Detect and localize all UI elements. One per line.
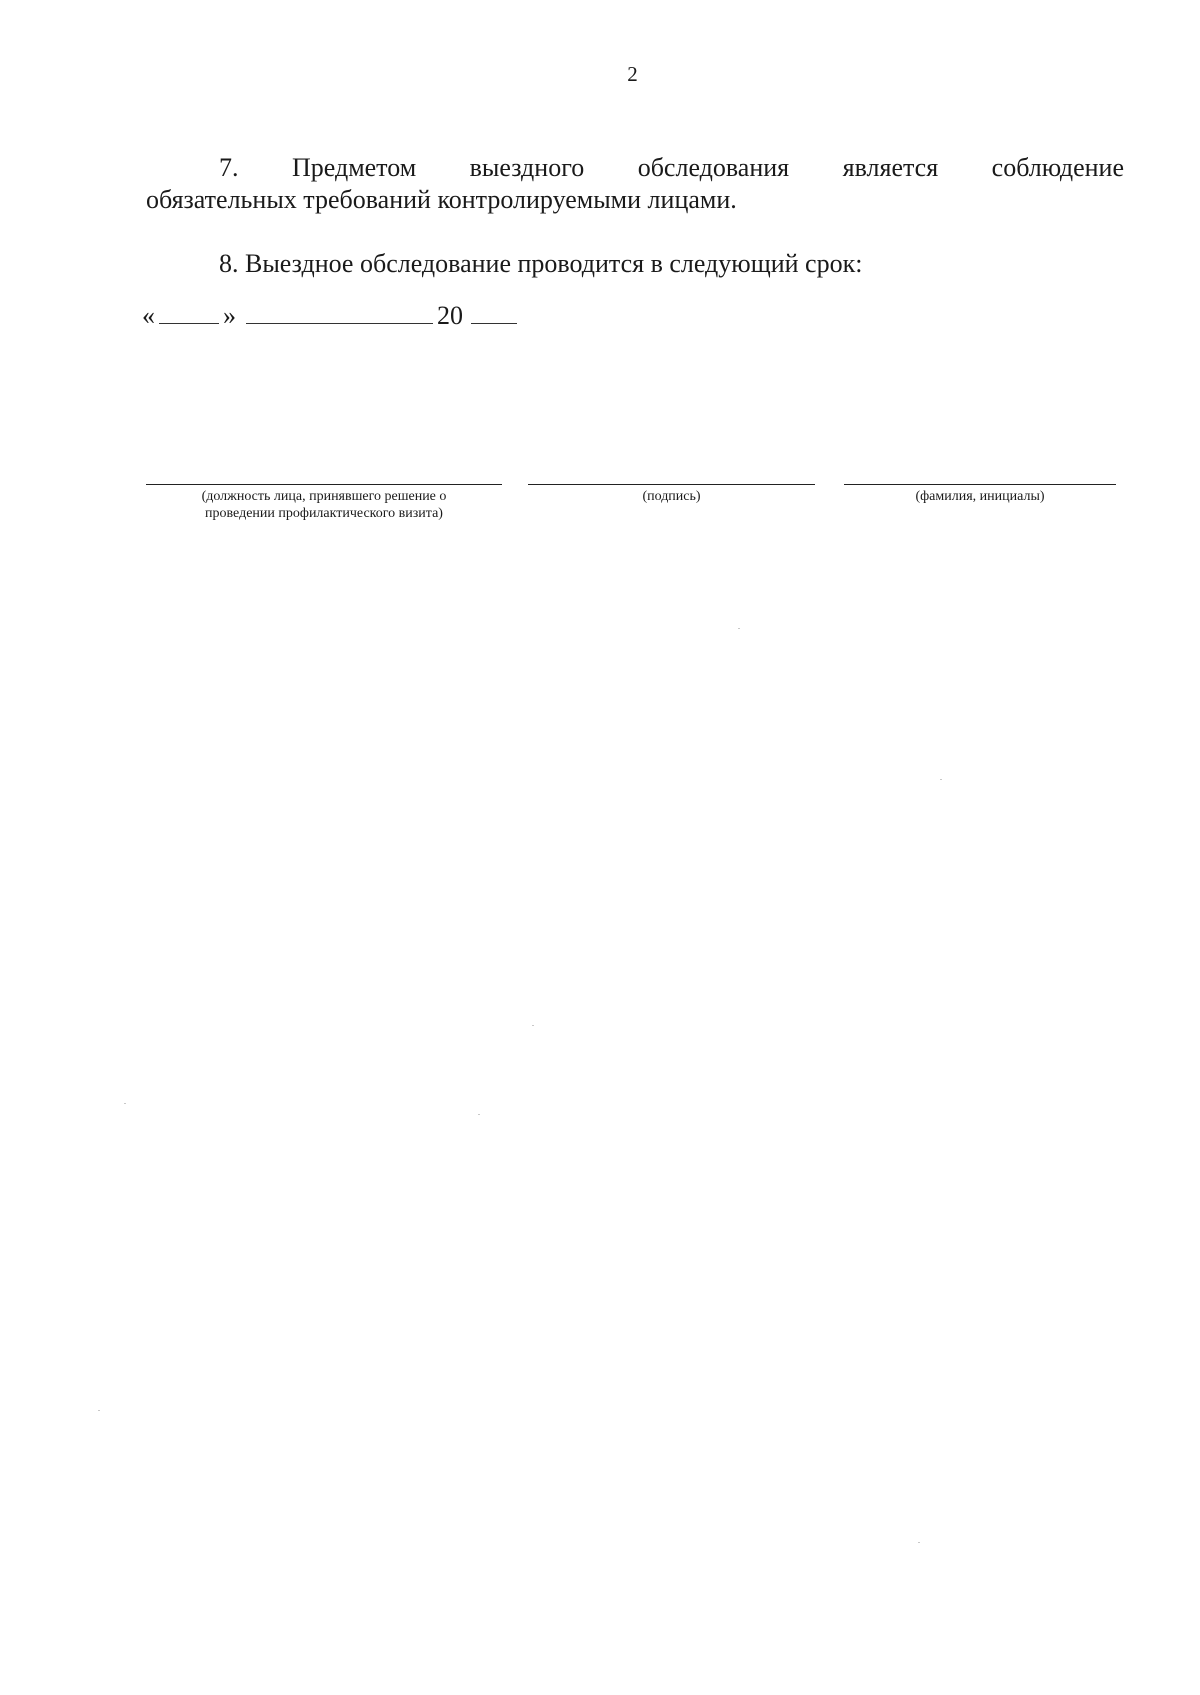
position-caption-line-1: (должность лица, принявшего решение о <box>201 489 447 504</box>
date-fill-line <box>142 300 517 332</box>
date-open-quote: « <box>142 301 155 330</box>
month-blank-field[interactable] <box>246 301 433 324</box>
scan-speck <box>124 1103 126 1104</box>
date-close-quote: » <box>223 301 236 330</box>
name-caption: (фамилия, инициалы) <box>915 489 1045 504</box>
day-blank-field[interactable] <box>159 301 219 324</box>
scan-speck <box>738 628 740 629</box>
paragraph-7-line-2: обязательных требований контролируемыми лицами. <box>146 185 737 214</box>
scan-speck <box>940 779 942 780</box>
name-signature-line[interactable] <box>844 484 1116 485</box>
page-number: 2 <box>627 62 638 86</box>
paragraph-7-line-1: 7. Предметом выездного обследования является соблюдение <box>219 153 1124 182</box>
paragraph-8: 8. Выездное обследование проводится в следующий срок: <box>219 249 863 278</box>
year-prefix: 20 <box>437 301 463 330</box>
scan-speck <box>478 1114 480 1115</box>
scan-speck <box>918 1542 920 1543</box>
signature-line[interactable] <box>528 484 815 485</box>
signature-caption: (подпись) <box>642 489 701 504</box>
scan-speck <box>98 1410 100 1411</box>
position-caption <box>146 488 502 522</box>
position-caption-line-2: проведении профилактического визита) <box>205 506 443 521</box>
scan-speck <box>532 1025 534 1026</box>
year-blank-field[interactable] <box>471 301 517 324</box>
paragraph-7 <box>146 152 1124 216</box>
position-signature-line[interactable] <box>146 484 502 485</box>
